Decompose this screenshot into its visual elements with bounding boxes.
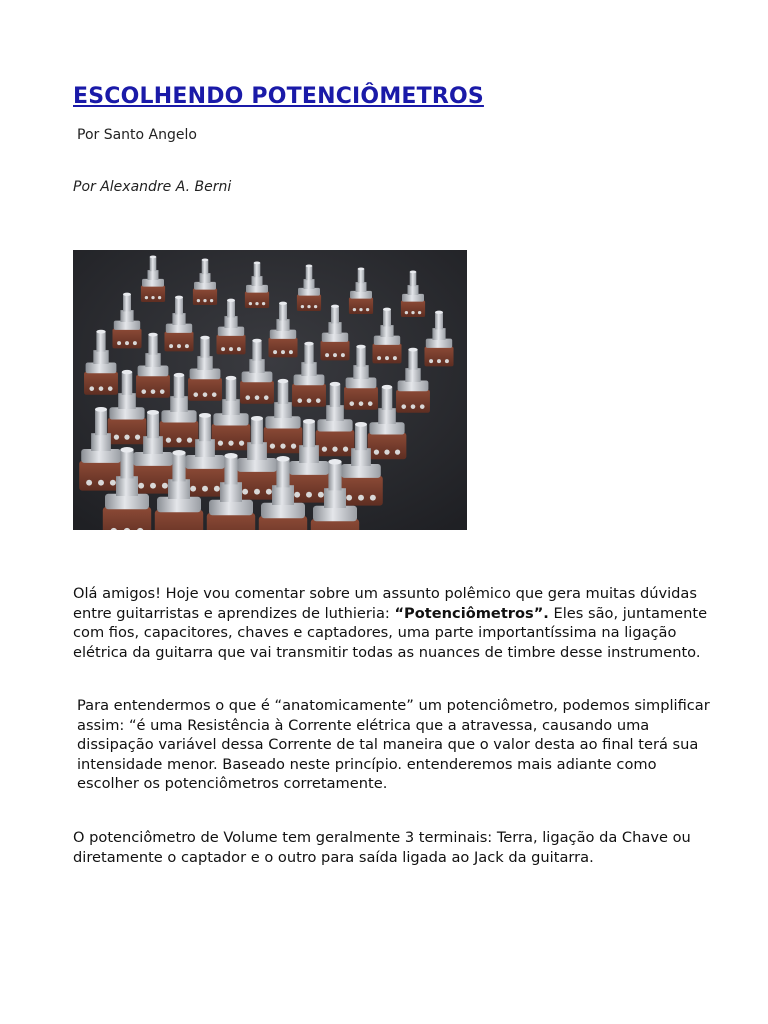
paragraph-intro-text-1: Olá amigos! Hoje vou comentar sobre um assunto polêmico que gera muitas dúvidas entre guitarristas e aprendizes de luthieria:: [73, 585, 697, 622]
paragraph-intro-bold: “Potenciômetros”.: [394, 604, 549, 622]
paragraph-anatomy: Para entendermos o que é “anatomicamente” um potenciômetro, podemos simplificar assim: “é uma Resistência à Corrente elétrica que a atravessa, causando uma dissipação variável dessa Corrente de tal maneira que o valor desta ao final terá sua intensidade menor. Baseado neste princípio. entenderemos mais adiante como escolher os potenciômetros corretamente.: [77, 697, 710, 792]
byline-author: Por Alexandre A. Berni: [73, 179, 232, 195]
potentiometers-photo: [73, 250, 467, 530]
potentiometers-illustration: [73, 250, 467, 530]
paragraph-volume-terminals: O potenciômetro de Volume tem geralmente 3 terminais: Terra, ligação da Chave ou diretamente o captador e o outro para saída ligada ao Jack da guitarra.: [73, 829, 691, 866]
byline-primary: Por Santo Angelo: [77, 127, 197, 143]
paragraph-intro-text-2: Eles são, juntamente com fios, capacitores, chaves e captadores, uma parte importantíssima na ligação elétrica da guitarra que vai transmitir todas as nuances de timbre desse instrumento.: [73, 604, 708, 661]
paragraph-intro: [73, 584, 713, 662]
article-title-link[interactable]: ESCOLHENDO POTENCIÔMETROS: [73, 84, 484, 109]
